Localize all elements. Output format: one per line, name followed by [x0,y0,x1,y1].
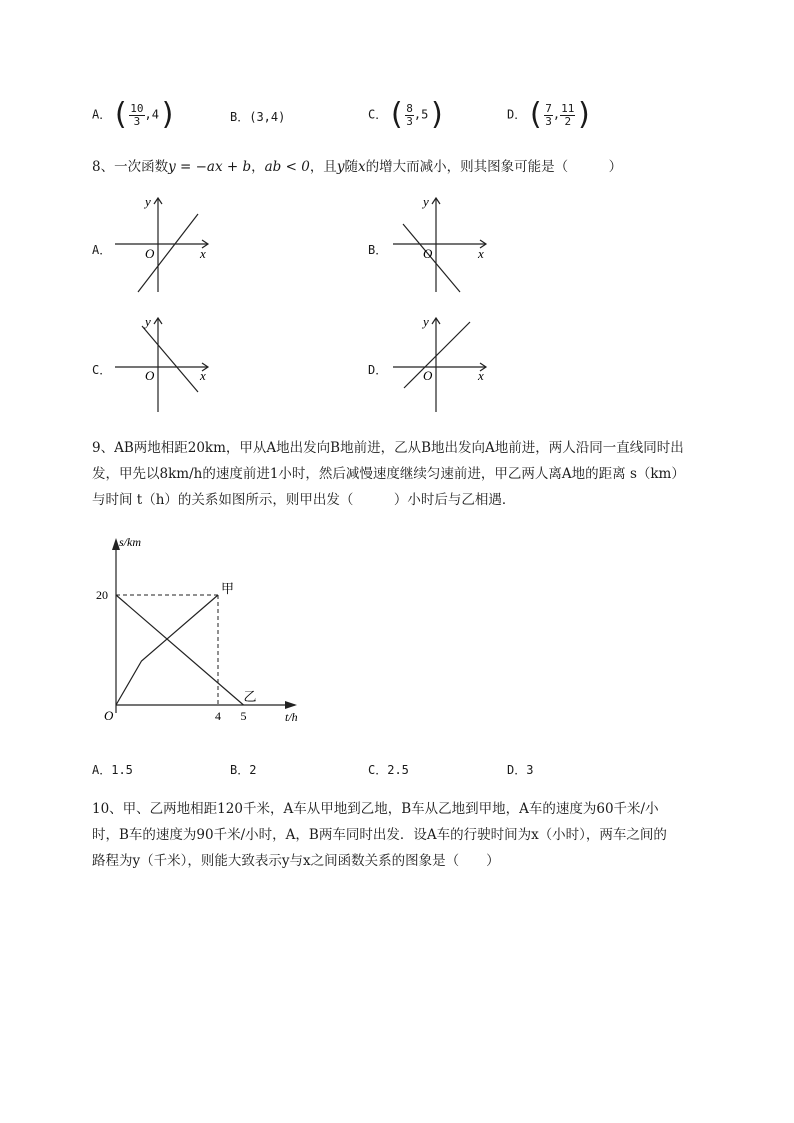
q9-line-2: 发，甲先以8km/h的速度前进1小时，然后减慢速度继续匀速前进，甲乙两人离A地的距离 s（km） [92,466,685,482]
x-tick-label-5: 5 [240,709,247,723]
x-axis-arrow [285,701,297,709]
q8-b-origin: O [423,246,433,261]
y-axis-label: s/km [119,535,141,549]
q8-option-c-label: C． [92,363,112,377]
q7-option-d[interactable]: D．( $\frac{7}{3}$ , $\frac{11}{2}$ ) [507,97,594,132]
q8-option-a-label: A． [92,243,112,257]
q7-d-fraction-x: $\frac{7}{3}$ [545,101,552,128]
q8-graph-c[interactable] [110,312,220,417]
series-line-yi [116,595,244,705]
q8-graph-b[interactable] [388,192,498,297]
q8-c-origin: O [145,368,155,383]
q8-d-origin: O [423,368,433,383]
q7-a-fraction: $\frac{10}{3}$ [130,101,144,128]
q8-d-line [404,322,470,388]
q8-option-b-label: B． [368,243,388,257]
q9-option-b[interactable]: B．2 [230,763,257,777]
q9-option-a[interactable]: A．1.5 [92,763,133,777]
q8-a-origin: O [145,246,155,261]
q8-graph-d[interactable] [388,312,498,417]
q7-c-fraction: $\frac{8}{3}$ [406,101,413,128]
q9-line-1: 9、AB两地相距20km，甲从A地出发向B地前进，乙从B地出发向A地前进，两人沿同一直线同时出 [92,440,684,456]
q7-d-fraction-y: $\frac{11}{2}$ [561,101,575,128]
q10-line-2: 时，B车的速度为90千米/小时，A，B两车同时出发．设A车的行驶时间为x（小时），两车之间的 [92,827,667,843]
q9-line-3: 与时间 t（h）的关系如图所示，则甲出发（ ）小时后与乙相遇． [92,492,516,508]
q8-question: 8、一次函数y = −ax + b，ab < 0，且y随x的增大而减小，则其图象可能是（ ） [92,159,623,175]
series-label-yi: 乙 [243,689,257,704]
series-label-jia: 甲 [221,581,235,596]
q7-option-b-label: B． [230,110,250,124]
q10-line-1: 10、甲、乙两地相距120千米，A车从甲地到乙地，B车从乙地到甲地，A车的速度为60千米/小 [92,801,659,817]
x-axis-label: t/h [285,710,298,724]
q8-c-ylabel: y [145,314,151,329]
q9-option-d[interactable]: D．3 [507,763,534,777]
q7-option-a-label: A． [92,107,112,122]
q8-a-xlabel: x [200,246,206,261]
q7-option-b-text: (3,4) [249,110,286,124]
series-line-jia [116,595,218,705]
q8-option-d-label: D． [368,363,388,377]
q9-chart [85,530,315,730]
q9-option-c[interactable]: C．2.5 [368,763,409,777]
q7-option-b[interactable] [230,108,285,125]
q7-option-a[interactable]: A．( $\frac{10}{3}$ ,4) [92,97,178,132]
q10-line-3: 路程为y（千米），则能大致表示y与x之间函数关系的图象是（ ） [92,853,500,869]
origin-label: O [104,708,114,723]
q8-d-xlabel: x [478,368,484,383]
q8-b-xlabel: x [478,246,484,261]
q8-a-ylabel: y [145,194,151,209]
q8-b-ylabel: y [423,194,429,209]
q8-c-xlabel: x [200,368,206,383]
y-tick-label-20: 20 [96,588,108,602]
x-tick-label-4: 4 [215,709,221,723]
q7-option-d-label: D． [507,107,527,122]
q7-option-c-label: C． [368,107,388,122]
q8-graph-a[interactable] [110,192,220,297]
q8-d-ylabel: y [423,314,429,329]
q7-option-c[interactable]: C．( $\frac{8}{3}$ ,5) [368,97,447,132]
